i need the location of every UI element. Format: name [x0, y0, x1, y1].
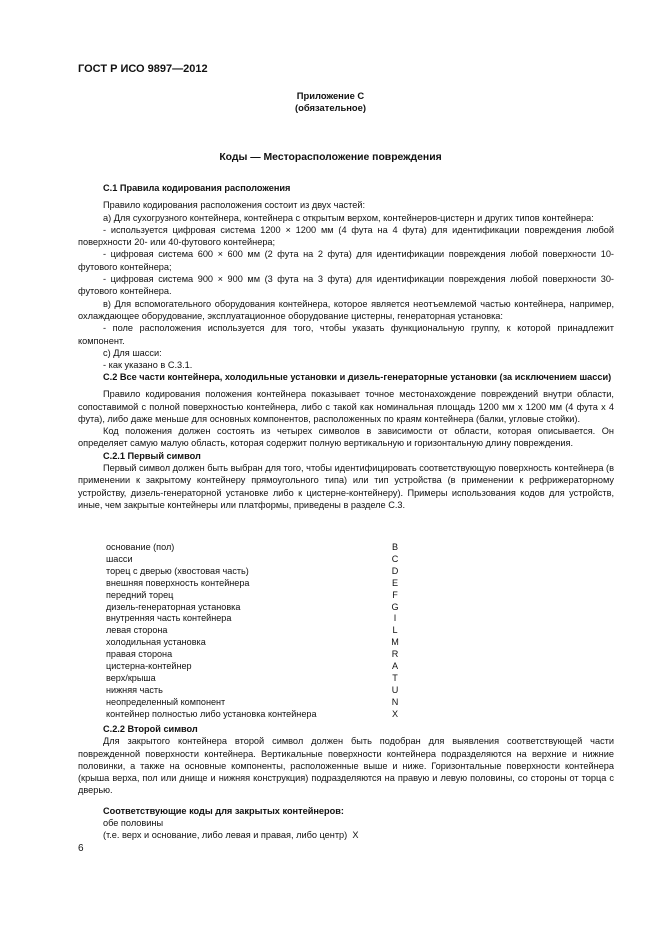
c2-paragraph: Правило кодирования положения контейнера показывает точное местонахождение повреждений внутри области, сопоставимой с полной поверхностью контейнера, либо с такой как номинальная площадь 1200 мм х 1200 мм (4 фута х 4 фута), либо даже меньше для основных компонентов, расположенных по краям контейнера (балки, угловые стойки).: [78, 389, 614, 424]
code-row: [106, 578, 401, 590]
code-row: [106, 697, 401, 709]
c21-paragraph: Первый символ должен быть выбран для того, чтобы идентифицировать соответствующую поверхность контейнера (в применении к закрытому контейнеру прямоугольного типа) или тип устройства (в применении к рефрижераторному устройству, дизель-генераторной установке либо к цистерне-контейнеру). Примеры использования кодов для устройств, иные, чем закрытые контейнеры или платформы, приведены в разделе С.3.: [78, 463, 614, 510]
code-row: [106, 613, 401, 625]
code-name: нижняя часть: [106, 684, 163, 695]
code-letter: G: [391, 601, 399, 612]
c1-paragraph: с) Для шасси:: [103, 347, 162, 358]
code-row: [106, 673, 401, 685]
c21-heading: С.2.1 Первый символ: [103, 450, 201, 461]
page-number: 6: [78, 843, 84, 854]
first-symbol-code-list: [106, 542, 401, 721]
code-letter: F: [392, 589, 398, 600]
code-name: основание (пол): [106, 542, 175, 552]
c22-paragraph: Для закрытого контейнера второй символ должен быть подобран для выявления соответствующей части поврежденной поверхности контейнера. Вертикальные поверхности контейнера подразделяются на верхние и нижние половинки, а также на основные компоненты, расположенные выше и ниже. Горизонтальные поверхности контейнера (крыша верха, пол или днище и нижняя конструкция) подразделяются на правую и левую половины, со стороны от торца с дверью.: [78, 736, 614, 796]
code-name: шасси: [106, 553, 133, 564]
code-row: [106, 590, 401, 602]
code-name: внешняя поверхность контейнера: [106, 577, 250, 588]
code-letter: L: [392, 625, 398, 636]
code-name: верх/крыша: [106, 672, 156, 683]
c1-paragraph: - используется цифровая система 1200 × 1200 мм (4 фута на 4 фута) для идентификации повреждения любой поверхности 20- или 40-футового контейнера;: [78, 224, 614, 248]
code-name: холодильная установка: [106, 637, 206, 648]
code-letter: X: [391, 708, 399, 719]
section-c1: [78, 182, 614, 371]
closed-codes-heading: Соответствующие коды для закрытых контейнеров:: [103, 805, 344, 816]
closed-code-description: (т.е. верх и основание, либо левая и правая, либо центр): [103, 830, 348, 841]
c1-paragraph: а) Для сухогрузного контейнера, контейнера с открытым верхом, контейнеров-цистерн и других типов контейнера:: [103, 212, 594, 223]
closed-code-line: [78, 829, 614, 841]
c2-heading: С.2 Все части контейнера, холодильные установки и дизель-генераторные установки (за исключением шасси): [103, 372, 612, 382]
c1-paragraph: - цифровая система 900 × 900 мм (3 фута на 3 фута) для идентификации повреждения любой поверхности 30-футового контейнера.: [78, 274, 614, 297]
code-letter: U: [391, 684, 399, 695]
code-row: [106, 709, 401, 721]
code-name: торец с дверью (хвостовая часть): [106, 565, 249, 576]
code-row: [106, 602, 401, 614]
annex-status: (обязательное): [295, 102, 366, 113]
c2-paragraph: Код положения должен состоять из четырех символов в зависимости от области, которая описывается. Он определяет самую малую область, которая содержит полную вертикальную и горизонтальную длину повреждения.: [78, 426, 614, 449]
c22-heading: С.2.2 Второй символ: [103, 724, 198, 734]
code-row: [106, 685, 401, 697]
section-c2: [78, 371, 614, 511]
code-letter: B: [391, 542, 399, 552]
code-letter: D: [391, 565, 399, 576]
c1-paragraph: Правило кодирования расположения состоит из двух частей:: [103, 200, 366, 211]
c1-paragraph: в) Для вспомогательного оборудования контейнера, которое является неотъемлемой частью контейнера, например, охлаждающее оборудование, эксплуатационное оборудование цистерны, генераторная установка:: [78, 298, 614, 321]
document-id: ГОСТ Р ИСО 9897—2012: [78, 63, 208, 75]
c1-paragraph: - цифровая система 600 × 600 мм (2 фута на 2 фута) для идентификации повреждения любой поверхности 10-футового контейнера;: [78, 249, 614, 272]
code-row: [106, 661, 401, 673]
c1-heading: С.1 Правила кодирования расположения: [103, 183, 291, 193]
code-name: контейнер полностью либо установка контейнера: [106, 708, 317, 719]
code-name: левая сторона: [106, 625, 168, 636]
code-letter: C: [391, 553, 399, 564]
closed-code-line: обе половины: [103, 818, 164, 829]
code-row: [106, 649, 401, 661]
code-letter: I: [393, 613, 397, 624]
code-name: внутренняя часть контейнера: [106, 613, 232, 624]
code-letter: M: [391, 637, 399, 648]
code-letter: T: [392, 672, 398, 683]
code-letter: E: [391, 577, 399, 588]
code-letter: R: [391, 649, 399, 660]
code-name: правая сторона: [106, 649, 173, 660]
code-letter: N: [391, 696, 399, 707]
code-row: [106, 542, 401, 554]
code-row: [106, 554, 401, 566]
c1-paragraph: - как указано в С.3.1.: [103, 360, 193, 371]
annex-title: Приложение С: [296, 90, 365, 101]
code-row: [106, 637, 401, 649]
code-row: [106, 566, 401, 578]
section-title: Коды — Месторасположение повреждения: [219, 152, 442, 163]
code-name: цистерна-контейнер: [106, 661, 192, 672]
code-letter: A: [391, 661, 399, 672]
c1-paragraph: - поле расположения используется для того, чтобы указать функциональную группу, к которой принадлежит компонент.: [78, 323, 614, 346]
section-c22: [78, 723, 614, 842]
code-name: передний торец: [106, 589, 174, 600]
closed-code-value: X: [352, 830, 359, 841]
code-name: дизель-генераторная установка: [106, 601, 241, 612]
code-name: неопределенный компонент: [106, 696, 226, 707]
code-row: [106, 625, 401, 637]
